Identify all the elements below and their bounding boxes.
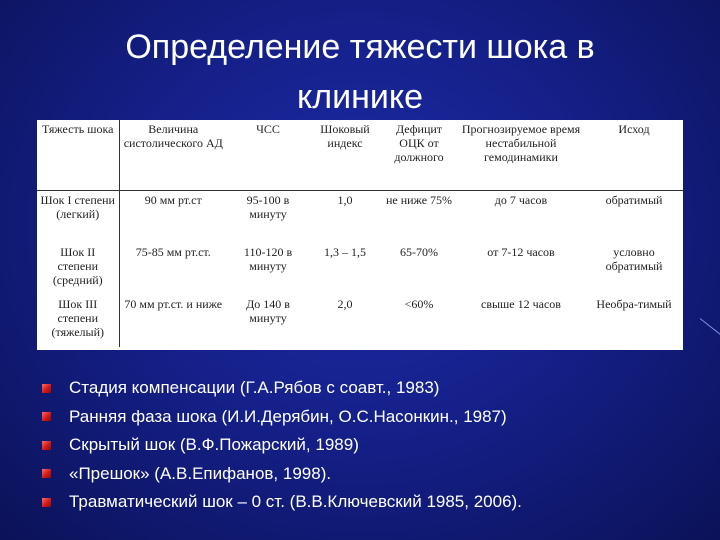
table-row	[37, 243, 683, 295]
table-cell: 70 мм рт.ст. и ниже	[124, 297, 223, 311]
table-cell: 65-70%	[400, 245, 438, 259]
square-bullet-icon	[42, 412, 51, 421]
table-cell: условно обратимый	[605, 245, 663, 273]
bullet-item	[42, 431, 702, 460]
square-bullet-icon	[42, 469, 51, 478]
bullet-text: «Прешок» (А.В.Епифанов, 1998).	[69, 463, 332, 483]
table-cell: 1,0	[337, 193, 353, 207]
table-cell: Шок III степени (тяжелый)	[37, 295, 119, 347]
table-cell: от 7-12 часов	[487, 245, 555, 259]
table-cell: 1,3 – 1,5	[324, 245, 366, 259]
table-cell: До 140 в минуту	[246, 297, 290, 325]
table-cell: свыше 12 часов	[481, 297, 561, 311]
bullet-text: Скрытый шок (В.Ф.Пожарский, 1989)	[69, 435, 359, 454]
square-bullet-icon	[42, 441, 51, 450]
header-cell: Исход	[585, 120, 683, 191]
square-bullet-icon	[42, 498, 51, 507]
table-cell: Шок I степени (легкий)	[37, 191, 119, 244]
header-cell: Тяжесть шока	[37, 120, 119, 191]
header-cell: ЧСС	[227, 120, 309, 191]
table-cell: обратимый	[605, 193, 663, 207]
bullet-item	[42, 374, 702, 403]
table-cell: 95-100 в минуту	[246, 193, 290, 221]
table-row	[37, 191, 683, 244]
slide-title-line1: Определение тяжести шока в	[125, 28, 595, 66]
slide-title-line2: клинике	[296, 78, 424, 116]
table-cell: 110-120 в минуту	[243, 245, 293, 273]
bullet-text: Травматический шок – 0 ст. (В.В.Ключевский 1985, 2006).	[69, 492, 522, 511]
square-bullet-icon	[42, 384, 51, 393]
header-cell: Шоковый индекс	[309, 120, 381, 191]
table-cell: Шок II степени (средний)	[37, 243, 119, 295]
header-cell: Дефицит ОЦК от должного	[381, 120, 457, 191]
table-cell: 90 мм рт.ст	[144, 193, 202, 207]
shock-severity-table	[37, 120, 683, 350]
table-cell: не ниже 75%	[385, 193, 453, 207]
bullet-item	[42, 488, 702, 517]
table-cell: 2,0	[337, 297, 353, 311]
table-cell: до 7 часов	[494, 193, 548, 207]
table-cell: <60%	[404, 297, 434, 311]
bullet-text: Ранняя фаза шока (И.И.Дерябин, О.С.Насонкин., 1987)	[69, 406, 507, 426]
header-cell: Прогнозируемое время нестабильной гемодинамики	[457, 120, 585, 191]
table-header-row	[37, 120, 683, 191]
slide-title	[60, 22, 660, 122]
bullet-item	[42, 403, 702, 432]
table-cell: Необра-тимый	[596, 297, 672, 311]
decorative-line	[700, 318, 720, 338]
table-row	[37, 295, 683, 347]
bullet-text: Стадия компенсации (Г.А.Рябов с соавт., 1983)	[69, 378, 440, 397]
bullet-list	[42, 374, 702, 517]
shock-table	[37, 120, 683, 347]
header-cell: Величина систолического АД	[119, 120, 227, 191]
bullet-item	[42, 460, 702, 489]
table-cell: 75-85 мм рт.ст.	[135, 245, 211, 259]
